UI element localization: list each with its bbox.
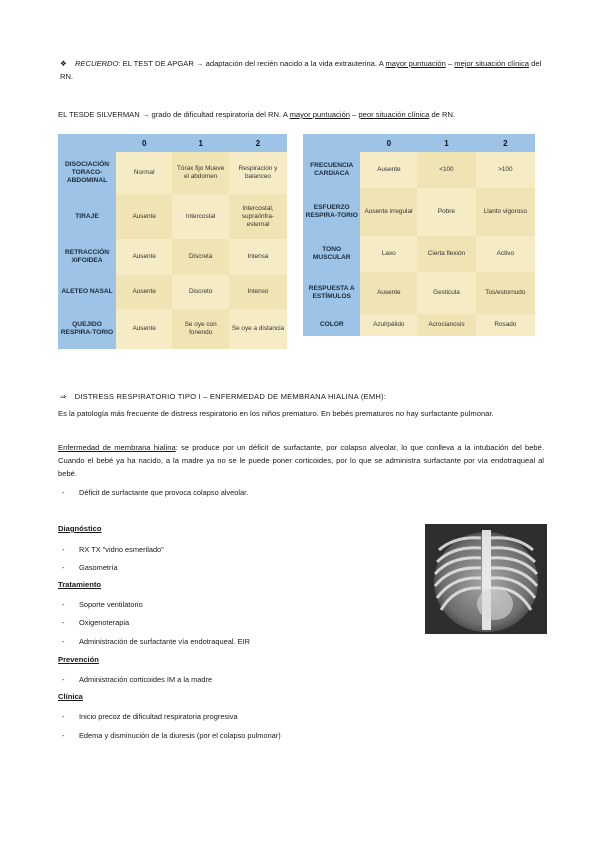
silverman-line: [58, 108, 558, 121]
table-cell: Respiración y balanceo: [229, 152, 287, 194]
recuerdo-text-c: del RN.: [60, 59, 542, 81]
dash-bullet: -: [62, 712, 65, 721]
list-item-text: Administración corticoides IM a la madre: [79, 675, 213, 684]
list-item-text: Inicio precoz de dificultad respiratoria progresiva: [79, 712, 238, 721]
list-item-text: RX TX "vidrio esmerilado": [79, 545, 164, 554]
table-header: 1: [417, 134, 476, 152]
list-item: [62, 731, 281, 741]
recuerdo-underline-1: mayor puntuación: [385, 59, 446, 68]
row-label: ALETEO NASAL: [58, 275, 116, 309]
table-cell: Se oye a distancia: [229, 309, 287, 349]
table-cell: Intensa: [229, 239, 287, 275]
table-header-blank: [303, 134, 360, 152]
diagnostico-heading: Diagnóstico: [58, 524, 102, 533]
emh-underlined-term: Enfermedad de membrana hialina: [58, 443, 176, 452]
list-item: [62, 637, 250, 647]
dash-bullet: -: [62, 731, 65, 740]
distress-paragraph-1: Es la patología más frecuente de distress respiratorio en los niños prematuro. En bebés prematuros no hay surfactante pulmonar.: [58, 409, 494, 418]
table-cell: Gesticula: [417, 272, 476, 314]
table-cell: Normal: [116, 152, 172, 194]
dash-bullet: -: [62, 675, 65, 684]
list-item-text: Edema y disminución de la diuresis (por el colapso pulmonar): [79, 731, 281, 740]
table-cell: Intercostal, supra/infra-esternal: [229, 194, 287, 239]
emh-definition: : se produce por un déficit de surfactante, por colapso alveolar, lo que conlleva a la intubación del bebé. Cuando el bebé ya ha nacido, a la madre ya no se le puede poner corticoides, por lo que se administra surfactante por vía endotraqueal al bebé.: [58, 443, 544, 478]
recuerdo-text-b: –: [445, 59, 455, 68]
dash-bullet: -: [62, 637, 65, 646]
table-cell: Activo: [476, 236, 535, 272]
table-cell: Cierta flexión: [417, 236, 476, 272]
distress-title-row: [60, 390, 386, 403]
table-row: [58, 194, 287, 239]
table-row: [303, 314, 535, 336]
table-row: [58, 152, 287, 194]
table-row: [303, 236, 535, 272]
list-item: [62, 618, 129, 628]
tratamiento-heading: Tratamiento: [58, 580, 102, 589]
table-cell: Laxo: [360, 236, 417, 272]
row-label: COLOR: [303, 314, 360, 336]
table-cell: >100: [476, 152, 535, 188]
clinica-heading: Clínica: [58, 692, 83, 701]
table-cell: Discreto: [172, 275, 229, 309]
table-cell: Intenso: [229, 275, 287, 309]
table-row: [58, 309, 287, 349]
table-cell: Ausente irregular: [360, 188, 417, 236]
silverman-text-b: –: [349, 110, 359, 119]
list-item-text: Déficit de surfactante que provoca colapso alveolar.: [79, 488, 249, 497]
row-label: DISOCIACIÓN TORACO-ABDOMINAL: [58, 152, 116, 194]
silverman-text-a: EL TESDE SILVERMAN → grado de dificultad respiratoria del RN. A: [58, 110, 290, 119]
silverman-table: [58, 134, 287, 349]
prevencion-heading: Prevención: [58, 655, 99, 664]
table-cell: Rosado: [476, 314, 535, 336]
distress-title: DISTRESS RESPIRATORIO TIPO I – ENFERMEDAD DE MEMBRANA HIALINA (EMH):: [74, 392, 387, 401]
dash-bullet: -: [62, 600, 65, 609]
list-item-text: Administración de surfactante vía endotraqueal. EIR: [79, 637, 250, 646]
recuerdo-label: RECUERDO: [74, 59, 119, 68]
table-cell: Acrocianosis: [417, 314, 476, 336]
table-header: 1: [172, 134, 229, 152]
table-cell: Pobre: [417, 188, 476, 236]
table-cell: Intercostal: [172, 194, 229, 239]
diamond-bullet-icon: ❖: [60, 59, 67, 68]
row-label: QUEJIDO RESPIRA-TORIO: [58, 309, 116, 349]
row-label: RESPUESTA A ESTÍMULOS: [303, 272, 360, 314]
double-arrow-icon: ⇒: [60, 392, 67, 401]
table-header: 2: [476, 134, 535, 152]
table-cell: Ausente: [360, 272, 417, 314]
apgar-table: [303, 134, 535, 336]
list-item: [62, 488, 248, 498]
table-cell: Tos/estornudo: [476, 272, 535, 314]
table-row: [303, 188, 535, 236]
recuerdo-paragraph: [60, 57, 550, 83]
row-label: TONO MUSCULAR: [303, 236, 360, 272]
silverman-text-c: de RN.: [429, 110, 456, 119]
row-label: FRECUENCIA CARDIACA: [303, 152, 360, 188]
table-row: [58, 275, 287, 309]
dash-bullet: -: [62, 563, 65, 572]
chest-xray-image: [425, 524, 547, 634]
distress-paragraph-2: [58, 441, 544, 480]
row-label: RETRACCIÓN XIFOIDEA: [58, 239, 116, 275]
list-item-text: Soporte ventilatorio: [79, 600, 143, 609]
dash-bullet: -: [62, 545, 65, 554]
row-label: TIRAJE: [58, 194, 116, 239]
list-item: [62, 545, 164, 555]
list-item-text: Gasometría: [79, 563, 118, 572]
list-item: [62, 563, 118, 573]
recuerdo-underline-2: mejor situación clínica: [454, 59, 529, 68]
row-label: ESFUERZO RESPIRA-TORIO: [303, 188, 360, 236]
table-header: 0: [116, 134, 172, 152]
table-header: 0: [360, 134, 417, 152]
table-cell: Ausente: [116, 275, 172, 309]
list-item: [62, 675, 212, 685]
table-cell: Ausente: [360, 152, 417, 188]
table-row: [58, 239, 287, 275]
table-cell: Ausente: [116, 239, 172, 275]
table-header-blank: [58, 134, 116, 152]
table-cell: Ausente: [116, 309, 172, 349]
table-row: [303, 272, 535, 314]
table-cell: <100: [417, 152, 476, 188]
silverman-underline-2: peor situación clínica: [358, 110, 430, 119]
dash-bullet: -: [62, 488, 65, 497]
table-cell: Discreta: [172, 239, 229, 275]
table-cell: Azul/pálido: [360, 314, 417, 336]
table-cell: Se oye con fonendo: [172, 309, 229, 349]
table-header: 2: [229, 134, 287, 152]
table-cell: Tórax fijo Mueve el abdomen: [172, 152, 229, 194]
list-item: [62, 600, 143, 610]
list-item-text: Oxigenoterapia: [79, 618, 130, 627]
recuerdo-text-a: : EL TEST DE APGAR → adaptación del recién nacido a la vida extrauterina. A: [118, 59, 386, 68]
table-row: [303, 152, 535, 188]
table-cell: Ausente: [116, 194, 172, 239]
table-cell: Llanto vigoroso: [476, 188, 535, 236]
silverman-underline-1: mayor puntuación: [289, 110, 350, 119]
dash-bullet: -: [62, 618, 65, 627]
xray-illustration: [425, 524, 547, 634]
list-item: [62, 712, 238, 722]
